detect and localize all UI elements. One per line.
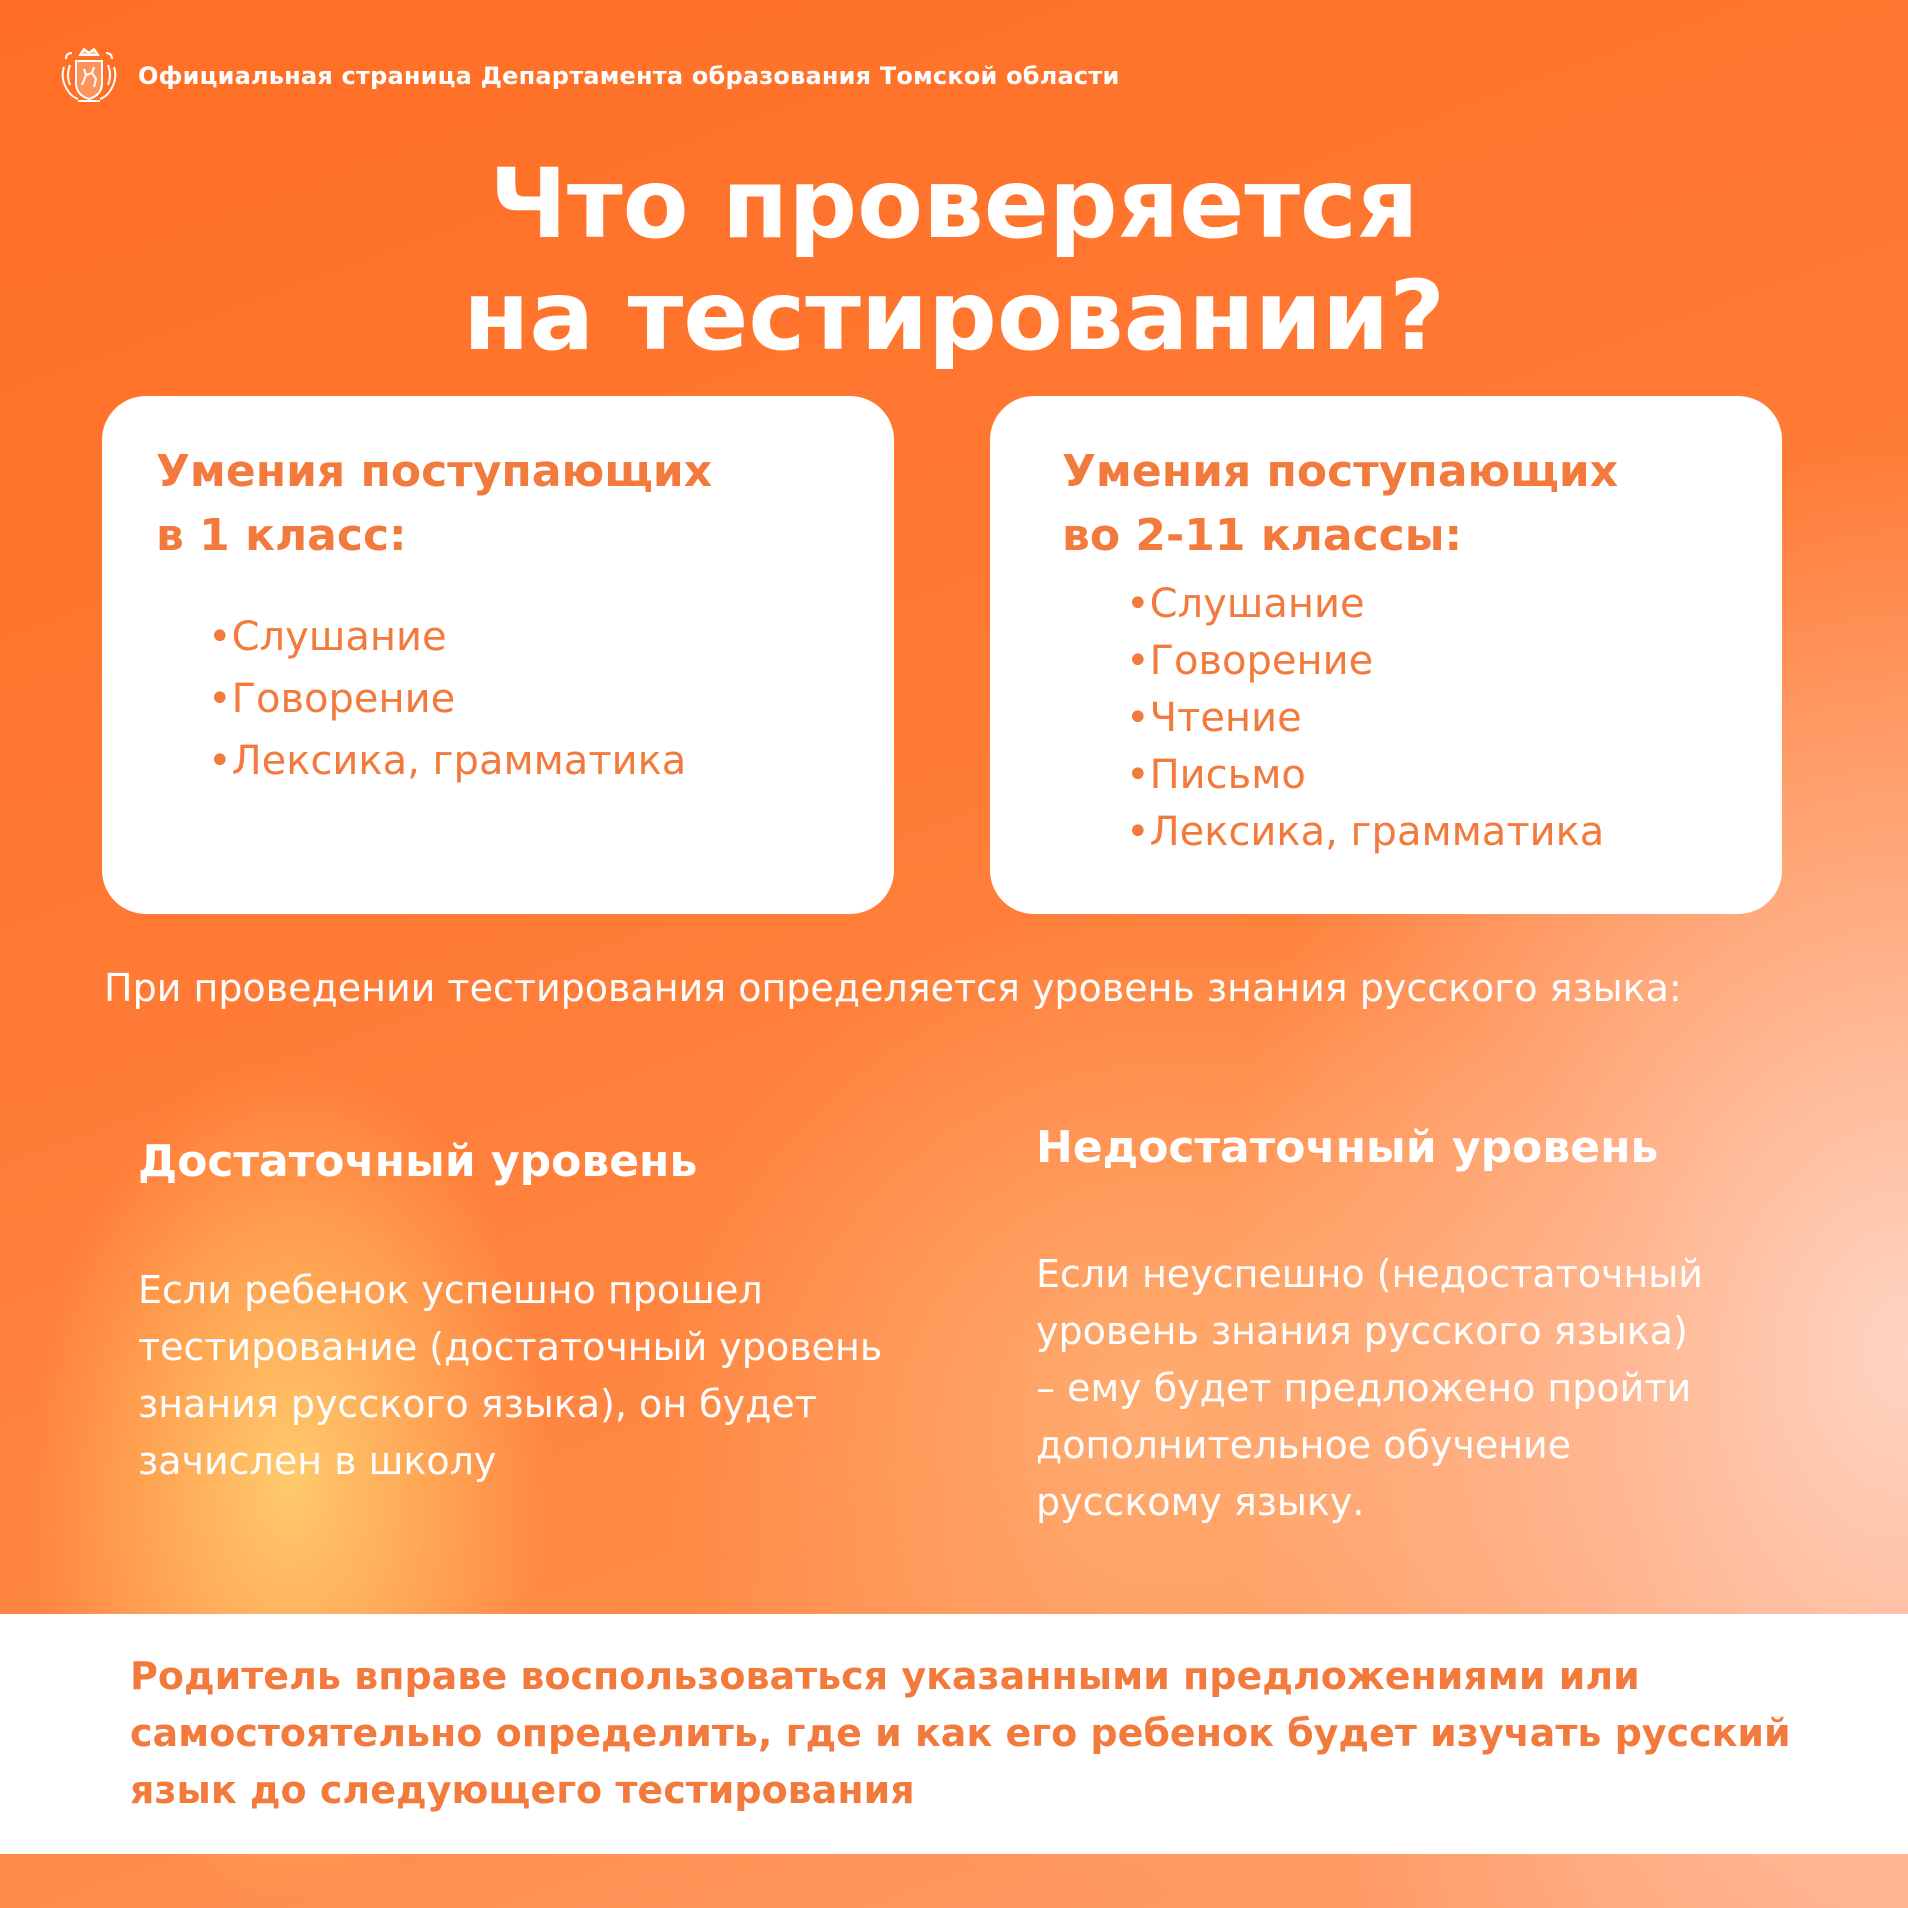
title-line-2: на тестировании? — [463, 260, 1445, 372]
page-title — [0, 148, 1908, 372]
skill-item: •Лексика, грамматика — [1126, 809, 1605, 855]
skill-item: •Слушание — [208, 614, 447, 660]
insufficient-level-heading: Недостаточный уровень — [1036, 1122, 1659, 1173]
text-line: Если ребенок успешно прошел — [138, 1268, 763, 1312]
sufficient-level-heading: Достаточный уровень — [138, 1136, 698, 1187]
text-line: Если неуспешно (недостаточный — [1036, 1252, 1704, 1296]
skill-item: •Письмо — [1126, 752, 1306, 798]
skill-item: •Слушание — [1126, 581, 1365, 627]
sufficient-level-section — [138, 1134, 938, 1490]
footer-banner — [0, 1614, 1908, 1854]
text-line: русскому языку. — [1036, 1480, 1365, 1524]
card-title-line-2: в 1 класс: — [156, 510, 407, 561]
card-title-line-1: Умения поступающих — [1062, 446, 1619, 497]
text-line: дополнительное обучение — [1036, 1423, 1572, 1467]
intro-text: При проведении тестирования определяется уровень знания русского языка: — [104, 966, 1682, 1010]
text-line: тестирование (достаточный уровень — [138, 1325, 883, 1369]
header — [58, 46, 1119, 106]
card-grade-1 — [102, 396, 894, 914]
skill-item: •Говорение — [1126, 638, 1374, 684]
text-line: знания русского языка), он будет — [138, 1382, 817, 1426]
text-line: зачислен в школу — [138, 1439, 497, 1483]
footer-text — [130, 1648, 1830, 1819]
text-line: – ему будет предложено пройти — [1036, 1366, 1692, 1410]
sufficient-level-text — [138, 1262, 938, 1490]
text-line: Родитель вправе воспользоваться указанными предложениями или — [130, 1654, 1640, 1698]
card-title — [1062, 440, 1618, 568]
card-title-line-2: во 2-11 классы: — [1062, 510, 1463, 561]
title-line-1: Что проверяется — [489, 148, 1419, 260]
header-text: Официальная страница Департамента образования Томской области — [138, 62, 1120, 90]
text-line: уровень знания русского языка) — [1036, 1309, 1688, 1353]
text-line: самостоятельно определить, где и как его ребенок будет изучать русский — [130, 1711, 1791, 1755]
insufficient-level-section — [1036, 1120, 1856, 1531]
insufficient-level-text — [1036, 1246, 1856, 1531]
card-grades-2-11 — [990, 396, 1782, 914]
skill-item: •Говорение — [208, 676, 456, 722]
skill-item: •Лексика, грамматика — [208, 738, 687, 784]
skill-list — [1126, 576, 1604, 861]
tomsk-coat-of-arms-icon — [58, 45, 120, 107]
card-title-line-1: Умения поступающих — [156, 446, 713, 497]
skill-item: •Чтение — [1126, 695, 1302, 741]
text-line: язык до следующего тестирования — [130, 1768, 915, 1812]
card-title — [156, 440, 712, 568]
skill-list — [208, 606, 686, 792]
